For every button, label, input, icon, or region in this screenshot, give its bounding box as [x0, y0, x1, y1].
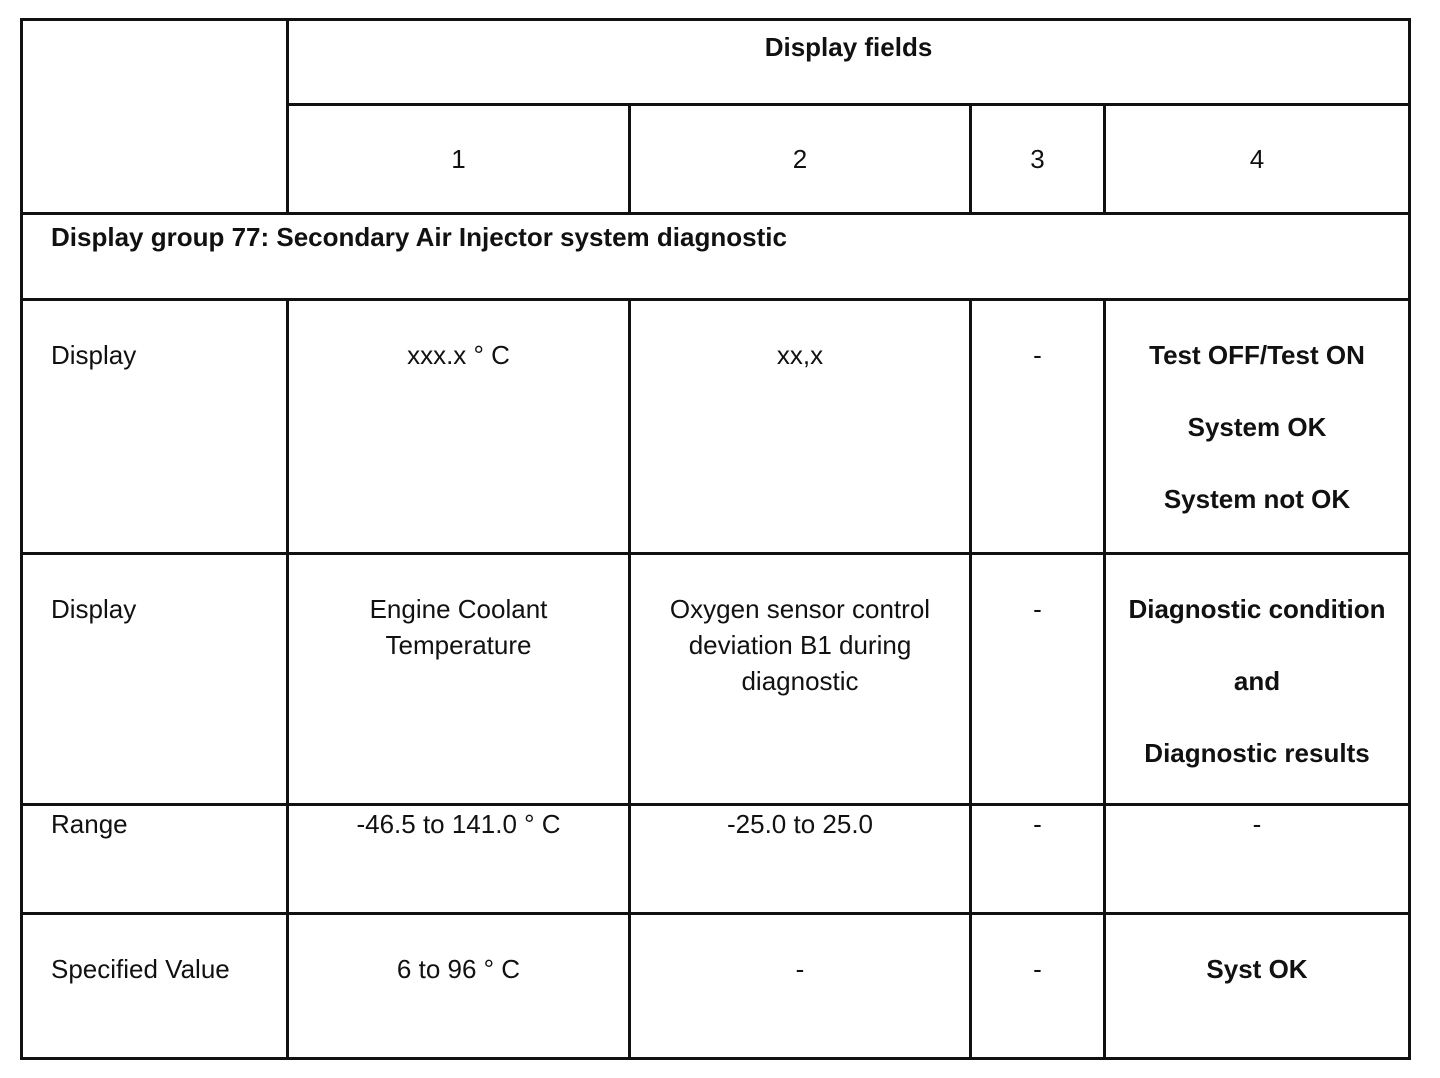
field-3-value: - — [1033, 954, 1042, 984]
group-title: Display group 77: Secondary Air Injector system diagnostic — [51, 222, 787, 252]
group-title-cell — [22, 214, 1410, 300]
field-4-line: Diagnostic results — [1144, 738, 1370, 768]
row-label-cell — [22, 554, 288, 805]
field-3-value: - — [1033, 340, 1042, 370]
field-3-cell — [971, 300, 1105, 554]
field-1-cell — [288, 914, 630, 1059]
field-4-line: Test OFF/Test ON — [1149, 340, 1365, 370]
row-label: Display — [51, 340, 137, 370]
field-2-value: -25.0 to 25.0 — [630, 805, 971, 914]
display-fields-title: Display fields — [764, 32, 933, 62]
display-group-table — [20, 18, 1411, 1060]
row-label: Display — [51, 594, 137, 624]
field-1-value: xxx.x ° C — [407, 340, 510, 370]
field-2-value: - — [795, 954, 805, 984]
table-row — [22, 805, 1410, 914]
field-1-cell — [288, 554, 630, 805]
row-label-cell — [22, 914, 288, 1059]
field-2-cell — [630, 300, 971, 554]
field-2-cell — [630, 914, 971, 1059]
field-2-value: xx,x — [776, 340, 824, 370]
field-4-value: - — [1105, 805, 1410, 914]
field-4-cell — [1105, 914, 1410, 1059]
field-3-cell — [971, 554, 1105, 805]
field-4-cell — [1105, 300, 1410, 554]
field-4-line: and — [1233, 666, 1281, 696]
table-row — [22, 914, 1410, 1059]
row-label-cell: Range — [22, 805, 288, 914]
corner-cell — [22, 20, 288, 214]
field-4-line: System OK — [1187, 412, 1327, 442]
field-4-value: Syst OK — [1206, 954, 1308, 984]
table-row — [22, 554, 1410, 805]
table-row — [22, 300, 1410, 554]
field-1-cell — [288, 300, 630, 554]
field-number-1: 1 — [288, 105, 630, 214]
field-2-cell — [630, 554, 971, 805]
field-number-4: 4 — [1105, 105, 1410, 214]
field-4-cell — [1105, 554, 1410, 805]
field-number-3: 3 — [971, 105, 1105, 214]
field-1-value: -46.5 to 141.0 ° C — [288, 805, 630, 914]
row-label: Specified Value — [51, 954, 230, 984]
field-4-lines — [1106, 555, 1408, 771]
field-3-value: - — [971, 805, 1105, 914]
display-fields-header — [288, 20, 1410, 105]
field-2-value: Oxygen sensor control deviation B1 during diagnostic — [669, 594, 931, 696]
field-4-line: System not OK — [1163, 484, 1351, 514]
field-number-2: 2 — [630, 105, 971, 214]
field-3-value: - — [1033, 594, 1042, 624]
field-4-lines — [1106, 301, 1408, 517]
field-1-value: Engine Coolant Temperature — [369, 594, 548, 660]
field-4-line: Diagnostic condition — [1128, 594, 1386, 624]
field-1-value: 6 to 96 ° C — [396, 954, 521, 984]
row-label-cell — [22, 300, 288, 554]
field-3-cell — [971, 914, 1105, 1059]
